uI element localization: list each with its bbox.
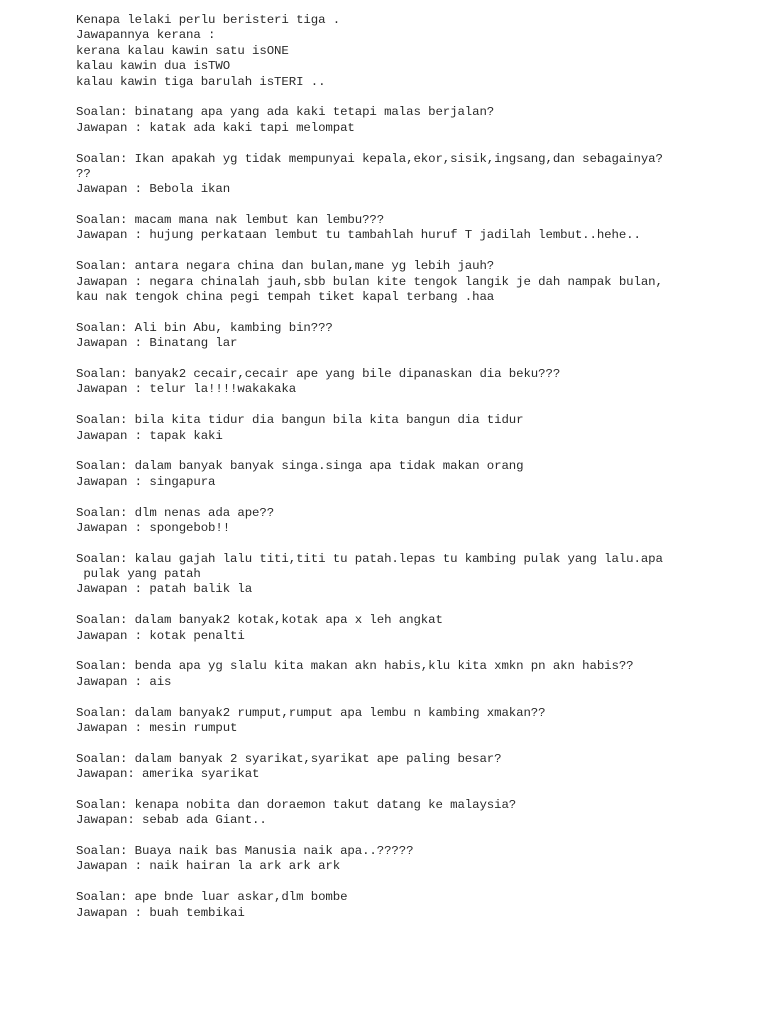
qa-item	[76, 844, 736, 875]
intro-block	[76, 13, 736, 90]
qa-item	[76, 613, 736, 644]
qa-line: Jawapan : spongebob!!	[76, 520, 231, 535]
qa-line: Soalan: Buaya naik bas Manusia naik apa..?????	[76, 844, 414, 859]
qa-list	[76, 105, 736, 921]
qa-line: Jawapan : buah tembikai	[76, 905, 245, 920]
qa-line: Jawapan : mesin rumput	[76, 720, 238, 735]
qa-line: Soalan: banyak2 cecair,cecair ape yang bile dipanaskan dia beku???	[76, 366, 561, 381]
qa-item	[76, 752, 736, 783]
qa-item	[76, 552, 736, 598]
qa-item	[76, 506, 736, 537]
qa-line: Soalan: ape bnde luar askar,dlm bombe	[76, 890, 348, 905]
qa-line: Jawapan : telur la!!!!wakakaka	[76, 382, 297, 397]
qa-line: Soalan: dalam banyak2 rumput,rumput apa lembu n kambing xmakan??	[76, 705, 546, 720]
qa-line: Jawapan : Bebola ikan	[76, 182, 231, 197]
qa-line: Jawapan : tapak kaki	[76, 428, 223, 443]
qa-item	[76, 259, 736, 305]
qa-line: Jawapan : katak ada kaki tapi melompat	[76, 120, 355, 135]
qa-line: Jawapan : singapura	[76, 474, 216, 489]
qa-line: Soalan: macam mana nak lembut kan lembu???	[76, 213, 385, 228]
qa-line: Soalan: Ikan apakah yg tidak mempunyai kepala,ekor,sisik,ingsang,dan sebagainya?	[76, 151, 663, 166]
qa-line: Soalan: dalam banyak2 kotak,kotak apa x leh angkat	[76, 613, 443, 628]
qa-line: Soalan: Ali bin Abu, kambing bin???	[76, 320, 333, 335]
qa-line: Jawapan : patah balik la	[76, 582, 253, 597]
qa-item	[76, 798, 736, 829]
qa-item	[76, 459, 736, 490]
qa-line: Soalan: kalau gajah lalu titi,titi tu patah.lepas tu kambing pulak yang lalu.apa	[76, 551, 663, 566]
qa-item	[76, 105, 736, 136]
qa-line: Soalan: antara negara china dan bulan,mane yg lebih jauh?	[76, 259, 495, 274]
qa-line: Jawapan: amerika syarikat	[76, 767, 260, 782]
qa-line: kau nak tengok china pegi tempah tiket kapal terbang .haa	[76, 290, 495, 305]
qa-line: Soalan: dalam banyak 2 syarikat,syarikat ape paling besar?	[76, 751, 502, 766]
qa-line: Jawapan : kotak penalti	[76, 628, 245, 643]
qa-line: ??	[76, 166, 91, 181]
qa-line: Jawapan : naik hairan la ark ark ark	[76, 859, 341, 874]
qa-item	[76, 152, 736, 198]
intro-line: kalau kawin tiga barulah isTERI ..	[76, 74, 326, 89]
qa-line: Jawapan : negara chinalah jauh,sbb bulan kite tengok langik je dah nampak bulan,	[76, 274, 663, 289]
qa-line: Jawapan : ais	[76, 674, 172, 689]
qa-line: pulak yang patah	[76, 567, 201, 582]
qa-item	[76, 367, 736, 398]
qa-item	[76, 659, 736, 690]
intro-line: kerana kalau kawin satu isONE	[76, 43, 289, 58]
qa-line: Soalan: benda apa yg slalu kita makan akn habis,klu kita xmkn pn akn habis??	[76, 659, 634, 674]
qa-line: Soalan: bila kita tidur dia bangun bila kita bangun dia tidur	[76, 413, 524, 428]
qa-line: Soalan: dlm nenas ada ape??	[76, 505, 275, 520]
document-page	[76, 13, 736, 936]
intro-line: Kenapa lelaki perlu beristeri tiga .	[76, 13, 341, 27]
qa-line: Soalan: kenapa nobita dan doraemon takut datang ke malaysia?	[76, 797, 517, 812]
intro-line: Jawapannya kerana :	[76, 28, 216, 43]
qa-item	[76, 213, 736, 244]
qa-item	[76, 413, 736, 444]
qa-line: Jawapan : hujung perkataan lembut tu tambahlah huruf T jadilah lembut..hehe..	[76, 228, 641, 243]
qa-item	[76, 890, 736, 921]
qa-item	[76, 706, 736, 737]
qa-line: Jawapan: sebab ada Giant..	[76, 813, 267, 828]
intro-line: kalau kawin dua isTWO	[76, 59, 231, 74]
qa-line: Soalan: binatang apa yang ada kaki tetapi malas berjalan?	[76, 105, 495, 120]
qa-line: Jawapan : Binatang lar	[76, 336, 238, 351]
qa-line: Soalan: dalam banyak banyak singa.singa apa tidak makan orang	[76, 459, 524, 474]
qa-item	[76, 321, 736, 352]
